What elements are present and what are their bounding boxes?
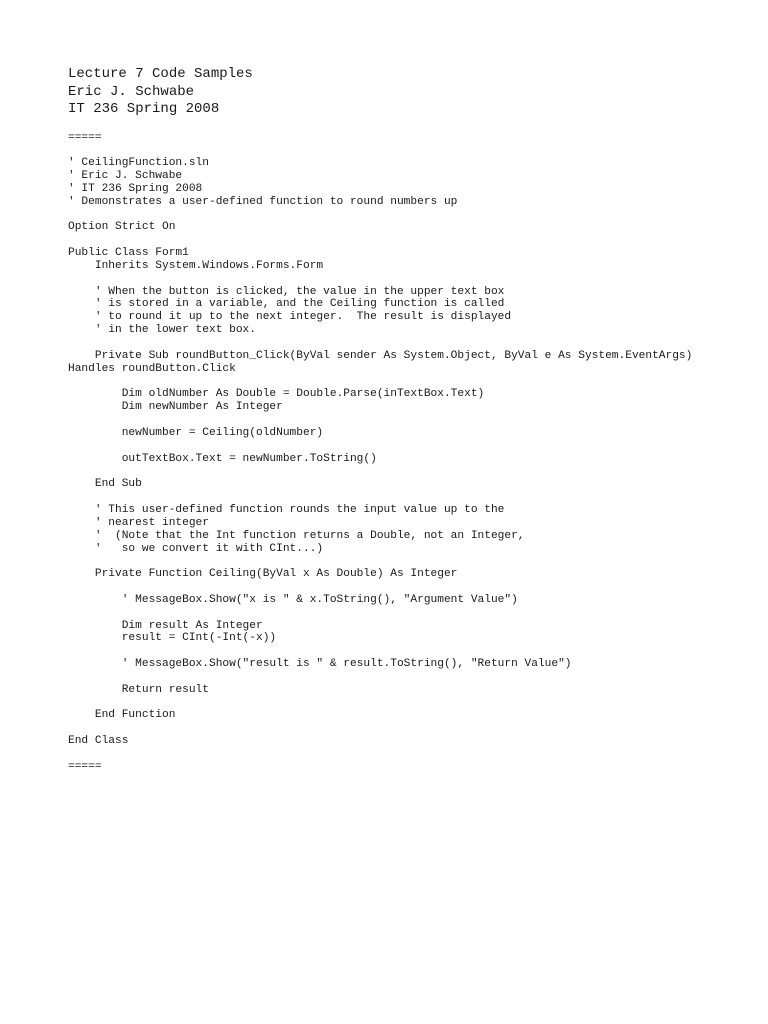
code-line: ' nearest integer — [68, 516, 209, 529]
code-line — [68, 671, 758, 684]
code-line: ' to round it up to the next integer. The result is displayed — [68, 311, 512, 324]
code-line: ' MessageBox.Show("result is " & result.ToString(), "Return Value") — [68, 658, 572, 671]
code-line — [68, 376, 758, 389]
code-line — [68, 414, 758, 427]
author-name: Eric J. Schwabe — [68, 83, 195, 100]
code-line: Dim oldNumber As Double = Double.Parse(inTextBox.Text) — [68, 388, 485, 401]
code-line: ' so we convert it with CInt...) — [68, 542, 324, 555]
code-line: ===== — [68, 760, 102, 773]
code-line — [68, 491, 758, 504]
code-line: End Sub — [68, 478, 142, 491]
code-line: End Function — [68, 709, 176, 722]
code-line: Dim newNumber As Integer — [68, 401, 283, 414]
lecture-title: Lecture 7 Code Samples — [68, 66, 253, 82]
code-line: ' CeilingFunction.sln — [68, 157, 209, 170]
code-line — [68, 581, 758, 594]
code-line: Private Sub roundButton_Click(ByVal sender As System.Object, ByVal e As System.EventArgs) — [68, 349, 693, 362]
code-line: Inherits System.Windows.Forms.Form — [68, 259, 324, 272]
code-line: Private Function Ceiling(ByVal x As Double) As Integer — [68, 568, 458, 581]
code-line: ===== — [68, 131, 102, 144]
course-term: IT 236 Spring 2008 — [68, 101, 220, 117]
code-line — [68, 465, 758, 478]
code-line: newNumber = Ceiling(oldNumber) — [68, 426, 324, 439]
code-line: ' MessageBox.Show("x is " & x.ToString(), "Argument Value") — [68, 593, 518, 606]
code-line: Return result — [68, 683, 209, 696]
code-line: outTextBox.Text = newNumber.ToString() — [68, 452, 377, 465]
code-line — [68, 555, 758, 568]
code-listing — [68, 132, 758, 774]
code-line — [68, 144, 758, 157]
code-line: ' Eric J. Schwabe — [68, 170, 183, 183]
code-line: ' is stored in a variable, and the Ceiling function is called — [68, 298, 505, 311]
code-line: Public Class Form1 — [68, 247, 189, 260]
code-line: End Class — [68, 735, 129, 748]
code-line — [68, 337, 758, 350]
code-line — [68, 273, 758, 286]
code-line: ' in the lower text box. — [68, 324, 256, 337]
code-line: ' This user-defined function rounds the input value up to the — [68, 503, 505, 516]
code-line: Handles roundButton.Click — [68, 362, 236, 375]
code-line — [68, 234, 758, 247]
code-line — [68, 645, 758, 658]
code-line: Option Strict On — [68, 221, 176, 234]
code-line — [68, 209, 758, 222]
code-line — [68, 722, 758, 735]
code-line — [68, 440, 758, 453]
code-line: result = CInt(-Int(-x)) — [68, 632, 277, 645]
document-header — [68, 66, 758, 119]
code-line — [68, 748, 758, 761]
code-line: ' IT 236 Spring 2008 — [68, 182, 203, 195]
code-line: ' (Note that the Int function returns a Double, not an Integer, — [68, 529, 525, 542]
code-line — [68, 697, 758, 710]
code-line — [68, 607, 758, 620]
code-line: ' Demonstrates a user-defined function to round numbers up — [68, 195, 458, 208]
code-line: Dim result As Integer — [68, 619, 263, 632]
code-line: ' When the button is clicked, the value in the upper text box — [68, 285, 505, 298]
document-page — [68, 66, 758, 774]
